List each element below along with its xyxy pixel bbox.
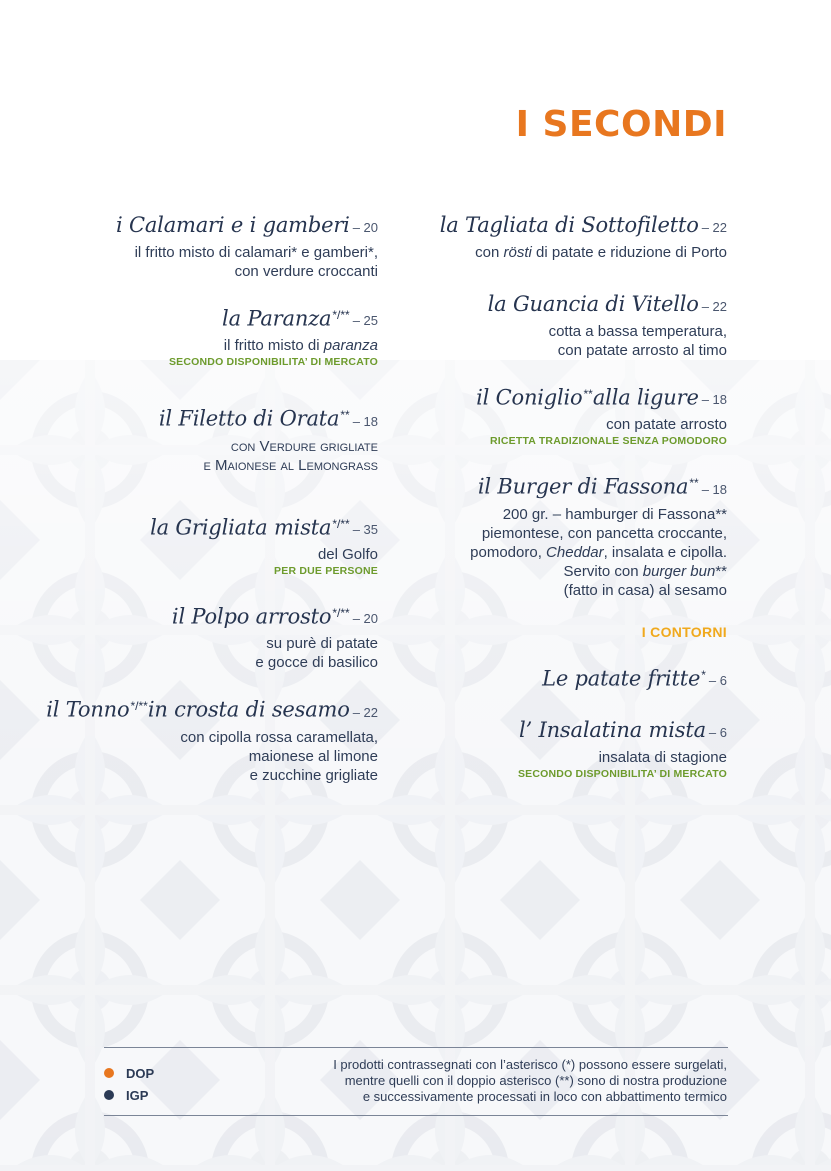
dish-description: Servito con burger bun** bbox=[563, 562, 727, 580]
dish-tonno-sesamo bbox=[8, 691, 378, 784]
asterisk-marker: */** bbox=[332, 516, 350, 531]
footer-note-line: e successivamente processati in loco con abbattimento termico bbox=[362, 1089, 727, 1104]
dish-name: il Filetto di Orata bbox=[158, 406, 340, 431]
asterisk-marker: ** bbox=[340, 408, 350, 423]
dish-name: la Paranza bbox=[222, 306, 332, 331]
asterisk-marker: */** bbox=[332, 308, 350, 322]
dish-description: con rösti di patate e riduzione di Porto bbox=[475, 244, 727, 261]
footer-note-line: I prodotti contrassegnati con l’asterisco (*) possono essere surgelati, bbox=[333, 1057, 727, 1072]
asterisk-marker: ** bbox=[689, 476, 699, 491]
dish-description: e Maionese al Lemongrass bbox=[203, 456, 378, 474]
dish-price: – 6 bbox=[708, 724, 727, 740]
dish-name: in crosta di sesamo bbox=[147, 697, 350, 722]
dish-description: il fritto misto di calamari* e gamberi*, bbox=[134, 244, 378, 261]
dish-note: RICETTA TRADIZIONALE SENZA POMODORO bbox=[489, 435, 727, 448]
legend-label: DOP bbox=[126, 1065, 155, 1081]
dish-price: – 22 bbox=[701, 220, 727, 235]
dish-calamari-gamberi bbox=[8, 210, 378, 281]
dish-description: con patate arrosto al timo bbox=[557, 342, 727, 359]
footer-note-line: mentre quelli con il doppio asterisco (**) sono di nostra produzione bbox=[344, 1073, 727, 1088]
igp-dot-icon bbox=[104, 1090, 114, 1100]
dish-insalatina-mista bbox=[347, 715, 727, 782]
dish-price: – 18 bbox=[352, 413, 378, 429]
dish-description: 200 gr. – hamburger di Fassona** bbox=[502, 505, 727, 523]
dish-description: con verdure croccanti bbox=[234, 263, 378, 280]
dish-description: con cipolla rossa caramellata, bbox=[180, 728, 378, 746]
dish-coniglio-ligure bbox=[347, 379, 727, 449]
dish-price: – 18 bbox=[701, 481, 727, 497]
asterisk-marker: * bbox=[701, 667, 706, 682]
dish-description: maionese al limone bbox=[248, 747, 378, 765]
legend-item-dop bbox=[104, 1062, 154, 1084]
dop-dot-icon bbox=[104, 1068, 114, 1078]
dish-price: – 35 bbox=[352, 521, 378, 537]
section-heading-contorni: I CONTORNI bbox=[641, 623, 727, 640]
dish-description: con patate arrosto bbox=[606, 416, 727, 434]
dish-price: – 20 bbox=[352, 220, 378, 235]
dish-name: l’ Insalatina mista bbox=[519, 717, 706, 742]
dish-grigliata-mista bbox=[8, 509, 378, 579]
asterisk-marker: */** bbox=[130, 699, 148, 714]
dish-price: – 25 bbox=[352, 313, 378, 329]
dish-name: il Burger di Fassona bbox=[477, 474, 689, 499]
dish-description: e gocce di basilico bbox=[255, 654, 378, 672]
dish-name: il Polpo arrosto bbox=[171, 604, 332, 629]
footer-divider-bottom bbox=[104, 1115, 728, 1116]
dish-name: la Guancia di Vitello bbox=[487, 292, 699, 316]
dish-guancia-vitello bbox=[347, 289, 727, 360]
dish-description: e zucchine grigliate bbox=[249, 766, 378, 784]
legend-label: IGP bbox=[126, 1087, 149, 1103]
dish-description: piemontese, con pancetta croccante, bbox=[481, 524, 727, 542]
dish-note: PER DUE PERSONE bbox=[274, 564, 378, 577]
dish-name: alla ligure bbox=[592, 385, 699, 410]
dish-price: – 22 bbox=[352, 704, 378, 720]
dish-polpo-arrosto bbox=[8, 598, 378, 672]
legend bbox=[104, 1062, 154, 1106]
dish-name: il Coniglio bbox=[476, 385, 583, 410]
dish-description: su purè di patate bbox=[266, 635, 378, 653]
dish-name: la Tagliata di Sottofiletto bbox=[439, 213, 699, 237]
dish-name: il Tonno bbox=[46, 697, 130, 722]
dish-description: pomodoro, Cheddar, insalata e cipolla. bbox=[470, 543, 727, 561]
dish-tagliata-sottofiletto bbox=[347, 210, 727, 262]
legend-item-igp bbox=[104, 1084, 154, 1106]
dish-burger-fassona bbox=[347, 468, 727, 599]
footer-divider-top bbox=[104, 1047, 728, 1048]
dish-description: il fritto misto di paranza bbox=[223, 337, 378, 355]
dish-filetto-orata bbox=[8, 400, 378, 474]
dish-description: (fatto in casa) al sesamo bbox=[563, 581, 727, 599]
dish-description: con Verdure grigliate bbox=[230, 437, 378, 455]
dish-paranza bbox=[8, 300, 378, 370]
dish-price: – 22 bbox=[701, 299, 727, 314]
dish-name: i Calamari e i gamberi bbox=[116, 213, 350, 237]
dish-price: – 18 bbox=[701, 392, 727, 408]
footer-note bbox=[257, 1057, 727, 1105]
dish-patate-fritte bbox=[347, 660, 727, 696]
left-menu-column bbox=[8, 210, 378, 804]
dish-note: SECONDO DISPONIBILITA’ DI MERCATO bbox=[168, 356, 378, 369]
right-menu-column bbox=[347, 210, 727, 801]
page-title: I SECONDI bbox=[515, 104, 727, 145]
dish-name: la Grigliata mista bbox=[150, 514, 332, 539]
dish-price: – 6 bbox=[708, 672, 727, 688]
dish-price: – 20 bbox=[352, 611, 378, 627]
asterisk-marker: ** bbox=[583, 387, 593, 401]
dish-description: del Golfo bbox=[317, 545, 378, 563]
dish-description: cotta a bassa temperatura, bbox=[548, 323, 727, 340]
dish-name: Le patate fritte bbox=[542, 665, 701, 690]
asterisk-marker: */** bbox=[332, 605, 350, 620]
dish-description: insalata di stagione bbox=[598, 748, 727, 766]
dish-note: SECONDO DISPONIBILITA’ DI MERCATO bbox=[517, 767, 727, 780]
